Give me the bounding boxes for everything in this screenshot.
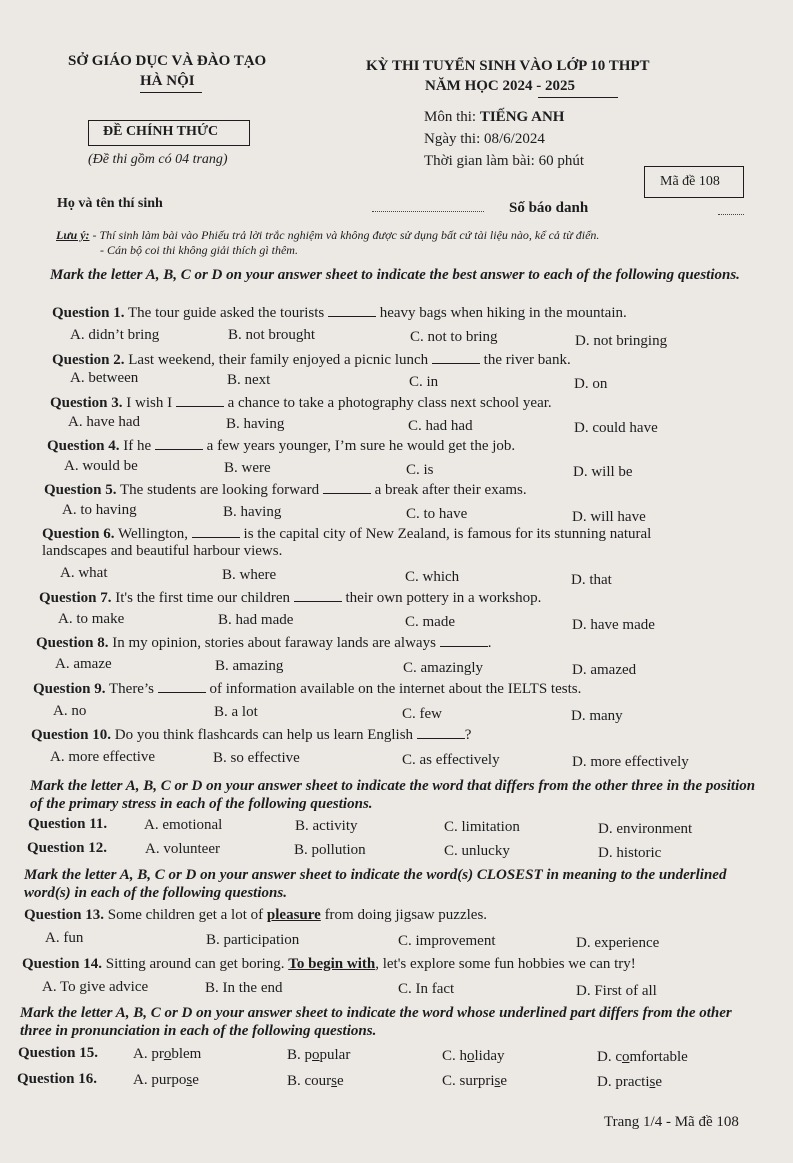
question-13 — [24, 907, 487, 924]
question-1 — [52, 304, 627, 322]
question-3-text-post: a chance to take a photography class next school year. — [223, 395, 552, 411]
question-5-label: Question 5. — [44, 482, 117, 498]
q3-option-b: B. having — [226, 416, 285, 432]
q3-option-a: A. have had — [68, 414, 141, 430]
question-2-text-post: the river bank. — [479, 352, 571, 368]
city-underline — [140, 92, 202, 93]
option-underlined-part: o — [467, 1048, 475, 1064]
q8-option-c: C. amazingly — [403, 660, 483, 676]
question-2-label: Question 2. — [52, 352, 125, 368]
q8-option-a: A. amaze — [55, 656, 112, 672]
q15-option-a — [133, 1046, 201, 1063]
q2-option-c: C. in — [409, 374, 439, 390]
option-text: h — [459, 1048, 468, 1064]
q4-option-d: D. will be — [573, 464, 633, 480]
subject-line — [424, 109, 564, 126]
q10-option-b: B. so effective — [213, 750, 300, 766]
option-underlined-part: o — [312, 1047, 320, 1063]
note-text-2: - Cán bộ coi thi không giải thích gì thêm. — [100, 243, 298, 257]
city-name: HÀ NỘI — [140, 73, 195, 89]
question-5-text-post: a break after their exams. — [370, 482, 527, 498]
option-text: c — [615, 1049, 623, 1065]
option-text: e — [337, 1073, 344, 1089]
subject-label: Môn thi: — [424, 109, 480, 125]
question-13-underlined-word: pleasure — [266, 907, 321, 923]
q9-option-c: C. few — [402, 706, 442, 722]
option-letter: D. — [597, 1074, 616, 1090]
answer-blank — [328, 304, 376, 317]
exam-code: Mã đề 108 — [660, 174, 720, 189]
q12-option-d: D. historic — [598, 845, 662, 861]
q16-option-d — [597, 1074, 662, 1091]
q15-option-d — [597, 1049, 688, 1066]
q11-option-d: D. environment — [598, 821, 693, 837]
candidate-id-dots — [718, 213, 744, 215]
question-6-text-post: is the capital city of New Zealand, is famous for its stunning natural — [239, 526, 652, 542]
option-underlined-part: s — [331, 1073, 338, 1089]
question-8 — [36, 634, 491, 652]
question-6 — [42, 525, 756, 543]
question-4-label: Question 4. — [47, 438, 120, 454]
dept-name: SỞ GIÁO DỤC VÀ ĐÀO TẠO — [68, 53, 267, 69]
note-text-1: - Thí sinh làm bài vào Phiếu trả lời trắc nghiệm và không được sử dụng bất cứ tài liệu nào, kể cả từ điển. — [89, 228, 600, 242]
question-9-text-post: of information available on the internet about the IELTS tests. — [205, 681, 582, 697]
question-6-text-pre: Wellington, — [114, 526, 192, 542]
answer-blank — [323, 481, 371, 494]
question-1-text-post: heavy bags when hiking in the mountain. — [375, 305, 627, 321]
question-9 — [33, 680, 581, 698]
option-letter: C. — [442, 1073, 460, 1089]
q14-option-c: C. In fact — [398, 981, 455, 997]
question-7 — [39, 589, 541, 607]
q2-option-a: A. between — [70, 370, 139, 386]
question-15-label: Question 15. — [18, 1045, 99, 1061]
question-10-label: Question 10. — [31, 727, 112, 743]
section-3-instruction: Mark the letter A, B, C or D on your answer sheet to indicate the word(s) CLOSEST in meaning to the underlined word(s) in each of the following questions. — [24, 867, 727, 901]
q15-option-c — [442, 1048, 505, 1065]
option-underlined-part: o — [622, 1049, 630, 1065]
year-underline — [538, 97, 618, 98]
q16-option-c — [442, 1073, 507, 1090]
question-14-text-pre: Sitting around can get boring. — [102, 956, 289, 972]
question-11-label: Question 11. — [28, 816, 108, 832]
q1-option-d: D. not bringing — [575, 333, 668, 349]
q5-option-c: C. to have — [406, 506, 468, 522]
option-text: e — [192, 1072, 199, 1088]
exam-title: KỲ THI TUYỂN SINH VÀO LỚP 10 THPT — [366, 58, 650, 74]
option-text: e — [655, 1074, 663, 1090]
q7-option-d: D. have made — [572, 617, 655, 633]
question-3-label: Question 3. — [50, 395, 123, 411]
question-14 — [22, 956, 636, 973]
q5-option-d: D. will have — [572, 509, 646, 525]
q13-option-d: D. experience — [576, 935, 660, 951]
q1-option-b: B. not brought — [228, 327, 316, 343]
option-text: e — [500, 1073, 508, 1089]
q2-option-b: B. next — [227, 372, 271, 388]
answer-blank — [158, 680, 206, 693]
page-footer: Trang 1/4 - Mã đề 108 — [604, 1114, 739, 1130]
option-text: purpo — [151, 1072, 187, 1088]
q14-option-a: A. To give advice — [42, 979, 149, 995]
option-text: pular — [319, 1047, 351, 1063]
q9-option-d: D. many — [571, 708, 623, 724]
answer-blank — [176, 394, 224, 407]
question-3 — [50, 394, 552, 412]
q16-option-b — [287, 1073, 344, 1090]
subject-value: TIẾNG ANH — [479, 109, 565, 125]
candidate-name-label: Họ và tên thí sinh — [57, 196, 163, 211]
option-letter: A. — [133, 1046, 152, 1062]
question-14-label: Question 14. — [22, 956, 103, 972]
q10-option-a: A. more effective — [50, 749, 156, 765]
question-16-label: Question 16. — [17, 1071, 98, 1087]
exam-year: NĂM HỌC 2024 - 2025 — [425, 78, 575, 94]
question-4-text-post: a few years younger, I’m sure he would get the job. — [202, 438, 516, 454]
answer-blank — [440, 634, 488, 647]
option-letter: B. — [287, 1073, 305, 1089]
question-7-label: Question 7. — [39, 590, 112, 606]
q3-option-d: D. could have — [574, 420, 658, 436]
q7-option-c: C. made — [405, 614, 455, 630]
question-8-text-pre: In my opinion, stories about faraway lands are always — [108, 635, 440, 651]
option-text: mfortable — [629, 1049, 688, 1065]
question-4-text-pre: If he — [119, 438, 155, 454]
q7-option-a: A. to make — [58, 611, 125, 627]
question-13-text-pre: Some children get a lot of — [104, 907, 267, 923]
question-7-text-post: their own pottery in a workshop. — [341, 590, 542, 606]
question-6-label: Question 6. — [42, 526, 115, 542]
q1-option-c: C. not to bring — [410, 329, 498, 345]
answer-blank — [294, 589, 342, 602]
option-underlined-part: s — [494, 1073, 501, 1089]
question-8-text-post: . — [487, 635, 492, 651]
q15-option-b — [287, 1047, 350, 1064]
q12-option-c: C. unlucky — [444, 843, 510, 859]
question-9-label: Question 9. — [33, 681, 106, 697]
question-10-text-pre: Do you think flashcards can help us learn English — [111, 727, 417, 743]
option-text: cour — [304, 1073, 332, 1089]
q6-option-a: A. what — [60, 565, 108, 581]
pages-note: (Đề thi gồm có 04 trang) — [88, 152, 228, 167]
q10-option-d: D. more effectively — [572, 754, 689, 770]
section-2-instruction: Mark the letter A, B, C or D on your answer sheet to indicate the word that differs from the other three in the position of the primary stress in each of the following questions. — [30, 778, 756, 812]
section-1-instruction: Mark the letter A, B, C or D on your answer sheet to indicate the best answer to each of the following questions. — [50, 267, 740, 283]
q11-option-a: A. emotional — [144, 817, 223, 833]
q10-option-c: C. as effectively — [402, 752, 500, 768]
option-letter: A. — [133, 1072, 152, 1088]
option-letter: B. — [287, 1047, 305, 1063]
question-8-label: Question 8. — [36, 635, 109, 651]
q14-option-b: B. In the end — [205, 980, 283, 996]
q4-option-b: B. were — [224, 460, 271, 476]
question-6-line-2: landscapes and beautiful harbour views. — [42, 543, 283, 559]
answer-blank — [192, 525, 240, 538]
q9-option-a: A. no — [53, 703, 87, 719]
option-underlined-part: s — [649, 1074, 656, 1090]
note-label: Lưu ý: — [56, 228, 90, 242]
option-text: pr — [151, 1046, 164, 1062]
question-5 — [44, 481, 527, 499]
q13-option-c: C. improvement — [398, 933, 496, 949]
option-text: liday — [474, 1048, 505, 1064]
q1-option-a: A. didn’t bring — [70, 327, 160, 343]
q6-option-d: D. that — [571, 572, 612, 588]
option-text: practi — [615, 1074, 650, 1090]
q13-option-b: B. participation — [206, 932, 300, 948]
q5-option-b: B. having — [223, 504, 282, 520]
q5-option-a: A. to having — [62, 502, 137, 518]
q4-option-c: C. is — [406, 462, 434, 478]
q8-option-d: D. amazed — [572, 662, 637, 678]
question-5-text-pre: The students are looking forward — [116, 482, 323, 498]
q4-option-a: A. would be — [64, 458, 138, 474]
candidate-name-dots — [372, 210, 484, 212]
question-2-text-pre: Last weekend, their family enjoyed a picnic lunch — [124, 352, 432, 368]
q12-option-b: B. pollution — [294, 842, 366, 858]
q8-option-b: B. amazing — [215, 658, 284, 674]
q11-option-c: C. limitation — [444, 819, 520, 835]
q12-option-a: A. volunteer — [145, 841, 220, 857]
question-4 — [47, 437, 515, 455]
question-13-label: Question 13. — [24, 907, 105, 923]
question-7-text-pre: It's the first time our children — [111, 590, 294, 606]
candidate-id-label: Số báo danh — [509, 200, 589, 216]
note-line-1 — [56, 228, 599, 243]
question-10-text-post: ? — [464, 727, 472, 743]
q2-option-d: D. on — [574, 376, 608, 392]
q7-option-b: B. had made — [218, 612, 294, 628]
question-14-underlined-phrase: To begin with — [288, 956, 376, 972]
option-text: p — [304, 1047, 313, 1063]
q11-option-b: B. activity — [295, 818, 358, 834]
section-4-instruction: Mark the letter A, B, C or D on your answer sheet to indicate the word whose underlined part differs from the other three in pronunciation in each of the following questions. — [20, 1005, 732, 1039]
option-letter: C. — [442, 1048, 460, 1064]
question-13-text-post: from doing jigsaw puzzles. — [320, 907, 488, 923]
q16-option-a — [133, 1072, 199, 1089]
question-14-text-post: , let's explore some fun hobbies we can try! — [375, 956, 636, 972]
question-9-text-pre: There’s — [105, 681, 158, 697]
option-underlined-part: s — [186, 1072, 193, 1088]
official-label: ĐỀ CHÍNH THỨC — [103, 124, 219, 139]
option-underlined-part: o — [163, 1046, 172, 1062]
q6-option-c: C. which — [405, 569, 460, 585]
q13-option-a: A. fun — [45, 930, 84, 946]
q6-option-b: B. where — [222, 567, 277, 583]
q3-option-c: C. had had — [408, 418, 473, 434]
question-10 — [31, 726, 471, 744]
question-1-label: Question 1. — [52, 305, 125, 321]
answer-blank — [417, 726, 465, 739]
option-text: blem — [171, 1046, 202, 1062]
question-2 — [52, 351, 571, 369]
question-12-label: Question 12. — [27, 840, 108, 856]
option-letter: D. — [597, 1049, 616, 1065]
question-1-text-pre: The tour guide asked the tourists — [124, 305, 328, 321]
answer-blank — [155, 437, 203, 450]
exam-date: Ngày thi: 08/6/2024 — [424, 131, 545, 147]
exam-duration: Thời gian làm bài: 60 phút — [424, 153, 584, 169]
q9-option-b: B. a lot — [214, 704, 258, 720]
q14-option-d: D. First of all — [576, 983, 657, 999]
option-text: surpri — [459, 1073, 495, 1089]
answer-blank — [432, 351, 480, 364]
question-3-text-pre: I wish I — [122, 395, 176, 411]
